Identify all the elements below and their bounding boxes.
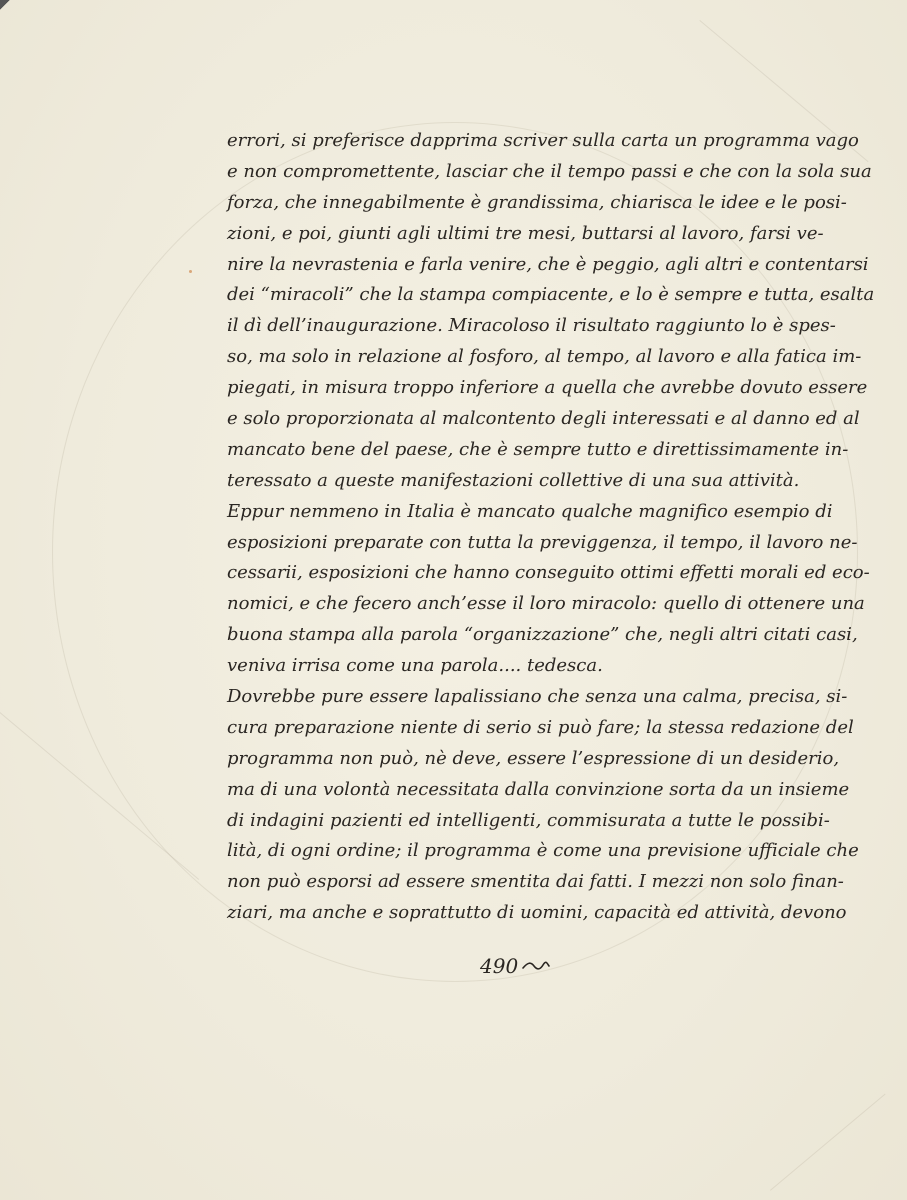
text-line: veniva irrisa come una parola.... tedesca. [227, 655, 603, 677]
text-line: buona stampa alla parola “organizzazione” che, negli altri citati casi, [227, 624, 858, 646]
text-line: zioni, e poi, giunti agli ultimi tre mesi, buttarsi al lavoro, farsi ve- [227, 222, 824, 244]
text-line: piegati, in misura troppo inferiore a quella che avrebbe dovuto essere [227, 377, 868, 399]
text-line: il dì dell’inaugurazione. Miracoloso il risultato raggiunto lo è spes- [227, 315, 836, 337]
text-line: non può esporsi ad essere smentita dai fatti. I mezzi non solo finan- [227, 871, 844, 893]
swash-ornament-icon [522, 961, 550, 971]
text-line: nomici, e che fecero anch’esse il loro miracolo: quello di ottenere una [227, 593, 865, 615]
text-line: e non compromettente, lasciar che il tempo passi e che con la sola sua [227, 160, 872, 182]
text-line: di indagini pazienti ed intelligenti, commisurata a tutte le possibi- [227, 809, 830, 831]
text-line: so, ma solo in relazione al fosforo, al tempo, al lavoro e alla fatica im- [227, 346, 862, 368]
text-line: cessarii, esposizioni che hanno conseguito ottimi effetti morali ed eco- [227, 562, 870, 584]
text-line: ma di una volontà necessitata dalla convinzione sorta da un insieme [227, 778, 850, 800]
text-line: mancato bene del paese, che è sempre tutto e direttissimamente in- [227, 438, 849, 460]
text-line: dei “miracoli” che la stampa compiacente, e lo è sempre e tutta, esalta [227, 284, 875, 306]
text-line: nire la nevrastenia e farla venire, che è peggio, agli altri e contentarsi [227, 253, 869, 275]
watermark-line [0, 712, 199, 880]
body-text [227, 126, 875, 929]
text-line: programma non può, nè deve, essere l’espressione di un desiderio, [227, 747, 840, 769]
text-line: errori, si preferisce dapprima scriver sulla carta un programma vago [227, 130, 859, 151]
paper-speck [189, 270, 192, 273]
text-line: Eppur nemmeno in Italia è mancato qualche magnifico esempio di [227, 500, 833, 522]
page-number-label: 490 [480, 954, 519, 978]
text-line: Dovrebbe pure essere lapalissiano che senza una calma, precisa, si- [227, 686, 848, 708]
text-line: forza, che innegabilmente è grandissima, chiarisca le idee e le posi- [227, 191, 847, 213]
corner-mark [0, 0, 12, 12]
text-line: teressato a queste manifestazioni collettive di una sua attività. [227, 469, 800, 491]
text-line: cura preparazione niente di serio si può fare; la stessa redazione del [227, 716, 854, 738]
text-line: lità, di ogni ordine; il programma è come una previsione ufficiale che [227, 840, 859, 862]
watermark-line [770, 1094, 886, 1191]
page-number [480, 954, 550, 978]
text-line: ziari, ma anche e soprattutto di uomini, capacità ed attività, devono [227, 902, 847, 924]
text-line: esposizioni preparate con tutta la previggenza, il tempo, il lavoro ne- [227, 531, 858, 553]
text-line: e solo proporzionata al malcontento degli interessati e al danno ed al [227, 408, 860, 430]
